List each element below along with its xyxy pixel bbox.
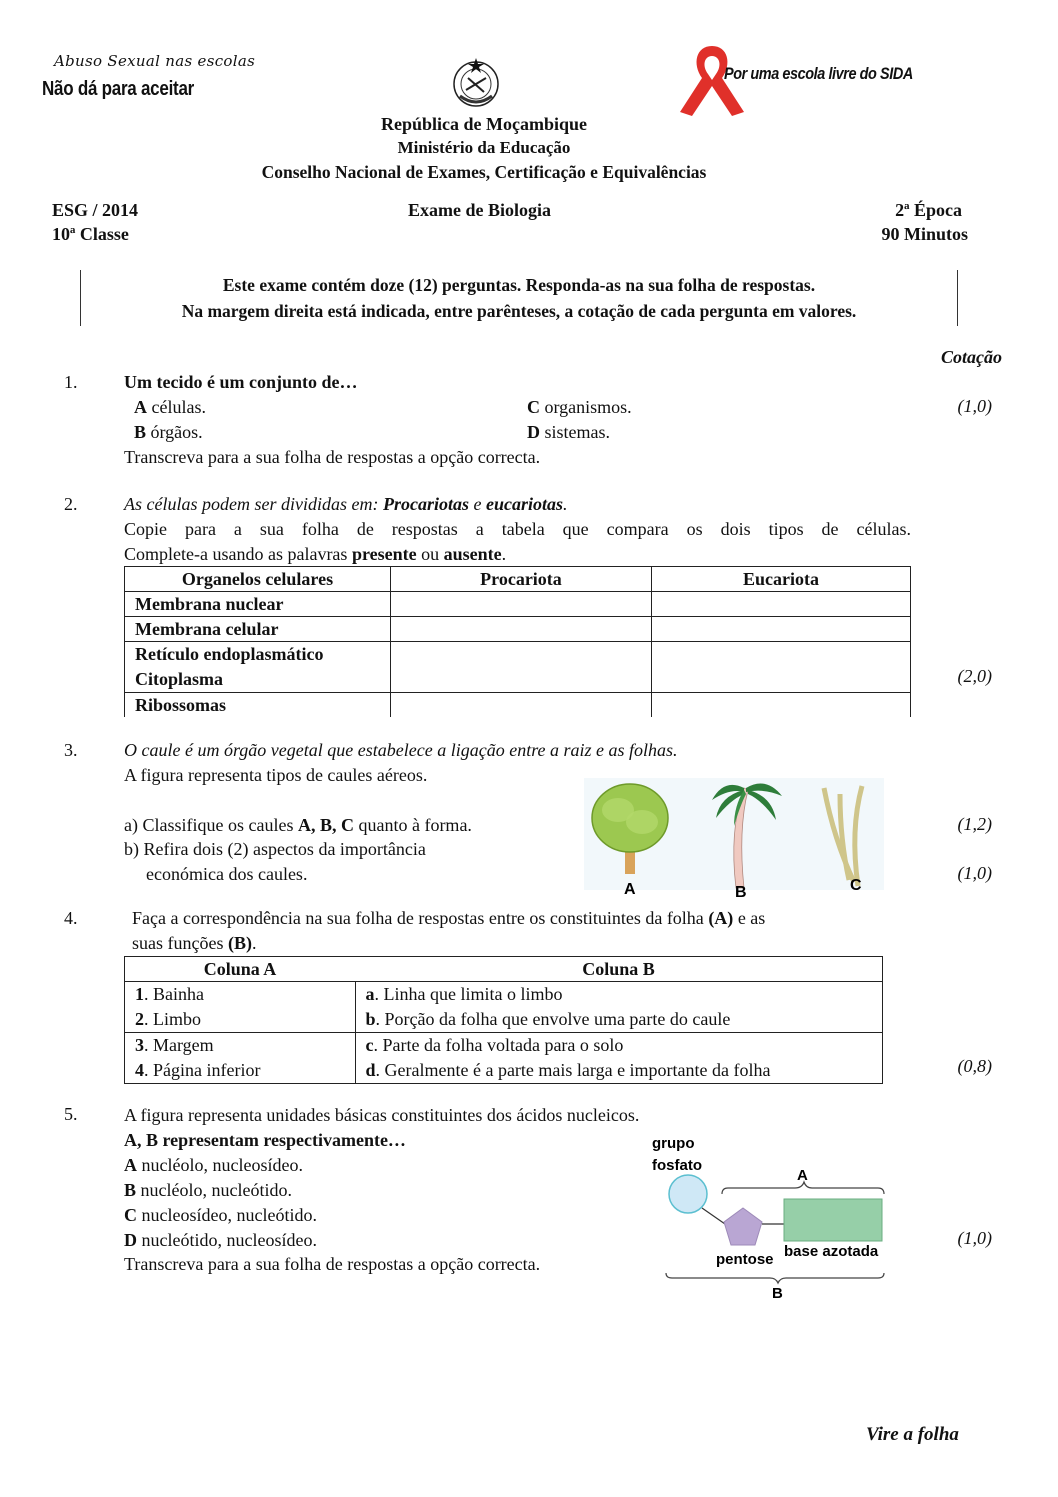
q3-intro: O caule é um órgão vegetal que estabelece a ligação entre a raiz e as folhas. — [124, 740, 678, 760]
exam-season: 2ª Época — [895, 200, 962, 220]
figure-label-a: A — [624, 881, 636, 898]
table-row: 1. Bainha 2. Limbo a. Linha que limita o limbo b. Porção da folha que envolve uma parte do caule — [125, 982, 883, 1033]
pentose-label: pentose — [716, 1251, 774, 1268]
council-title: Conselho Nacional de Exames, Certificação e Equivalências — [261, 162, 707, 182]
slogan-small: Abuso Sexual nas escolas — [54, 52, 256, 70]
q1-score: (1,0) — [957, 396, 992, 416]
table-row: Membrana celular — [125, 617, 911, 642]
slogan-big: Não dá para aceitar — [42, 78, 195, 100]
q5-score: (1,0) — [957, 1228, 992, 1248]
q2-number: 2. — [64, 494, 78, 514]
q1-option-b: B órgãos. — [134, 422, 203, 442]
stems-figure — [584, 770, 884, 898]
mozambique-emblem-icon — [448, 54, 504, 110]
exam-duration: 90 Minutos — [881, 224, 968, 244]
col-header-organelles: Organelos celulares — [125, 567, 391, 592]
q5-option-a: A nucléolo, nucleosídeo. — [124, 1155, 303, 1175]
q3a-score: (1,2) — [957, 814, 992, 834]
brace-b-label: B — [772, 1285, 783, 1300]
campaign-slogan: Por uma escola livre do SIDA — [724, 64, 913, 83]
republic-title: República de Moçambique — [380, 114, 587, 134]
brace-a-label: A — [797, 1167, 808, 1184]
table-row: Membrana nuclear — [125, 592, 911, 617]
exam-title: Exame de Biologia — [408, 200, 551, 220]
q2-score: (2,0) — [957, 666, 992, 686]
q5-option-c: C nucleosídeo, nucleótido. — [124, 1205, 317, 1225]
q3-part-b-line1: b) Refira dois (2) aspectos da importância — [124, 839, 426, 859]
figure-label-b: B — [735, 884, 747, 898]
figure-label-c: C — [850, 877, 862, 894]
q1-option-d: D sistemas. — [527, 422, 610, 442]
q5-number: 5. — [64, 1104, 78, 1124]
q5-stem: A, B representam respectivamente… — [124, 1130, 406, 1150]
q3-part-b-line2: económica dos caules. — [146, 864, 308, 884]
pentose-pentagon-icon — [724, 1208, 762, 1245]
base-label: base azotada — [784, 1243, 879, 1260]
q4-intro-line1: Faça a correspondência na sua folha de respostas entre os constituintes da folha (A) e as — [132, 908, 766, 928]
brace-b-icon — [666, 1273, 884, 1283]
table-row: Ribossomas — [125, 693, 911, 718]
q5-intro: A figura representa unidades básicas constituintes dos ácidos nucleicos. — [124, 1105, 640, 1125]
q1-option-c: C organismos. — [527, 397, 632, 417]
phosphate-label-1: grupo — [652, 1135, 695, 1152]
q4-intro-line2: suas funções (B). — [132, 933, 257, 953]
q5-option-d: D nucleótido, nucleosídeo. — [124, 1230, 317, 1250]
q5-option-b: B nucléolo, nucleótido. — [124, 1180, 292, 1200]
q2-intro: As células podem ser divididas em: Procariotas e eucariotas. — [124, 494, 568, 514]
q3-figure-caption: A figura representa tipos de caules aéreos. — [124, 765, 428, 785]
q1-number: 1. — [64, 372, 78, 392]
matching-table — [124, 956, 883, 1084]
q1-option-a: A células. — [134, 397, 206, 417]
col-header-coluna-a: Coluna A — [125, 957, 356, 982]
q1-stem: Um tecido é um conjunto de… — [124, 372, 358, 392]
q4-number: 4. — [64, 908, 78, 928]
phosphate-circle-icon — [669, 1175, 707, 1213]
base-rectangle-icon — [784, 1199, 882, 1241]
ministry-title: Ministério da Educação — [397, 138, 571, 157]
col-header-eukaryote: Eucariota — [652, 567, 911, 592]
organelles-table — [124, 566, 911, 717]
q1-instruction: Transcreva para a sua folha de respostas a opção correcta. — [124, 447, 541, 467]
q3-number: 3. — [64, 740, 78, 760]
phosphate-label-2: fosfato — [652, 1157, 702, 1174]
q4-score: (0,8) — [957, 1056, 992, 1076]
col-header-coluna-b: Coluna B — [355, 957, 883, 982]
nucleotide-figure — [640, 1128, 900, 1300]
table-row: 3. Margem 4. Página inferior c. Parte da folha voltada para o solo d. Geralmente é a parte mais larga e importante da folha — [125, 1033, 883, 1084]
q2-instruction: Copie para a sua folha de respostas a tabela que compara os dois tipos de células. — [124, 519, 911, 539]
notice-line-2: Na margem direita está indicada, entre parênteses, a cotação de cada pergunta em valores. — [181, 301, 857, 321]
exam-grade: 10ª Classe — [52, 224, 129, 244]
col-header-prokaryote: Procariota — [391, 567, 652, 592]
score-header: Cotação — [941, 347, 1002, 367]
q2-complete: Complete-a usando as palavras presente ou ausente. — [124, 544, 507, 564]
q5-instruction: Transcreva para a sua folha de respostas a opção correcta. — [124, 1254, 541, 1274]
exam-code: ESG / 2014 — [52, 200, 139, 220]
q3b-score: (1,0) — [957, 863, 992, 883]
turn-page-note: Vire a folha — [866, 1424, 959, 1445]
notice-line-1: Este exame contém doze (12) perguntas. Responda-as na sua folha de respostas. — [222, 275, 816, 295]
table-row: Retículo endoplasmático Citoplasma — [125, 642, 911, 693]
instructions-notice — [80, 270, 958, 326]
brace-a-icon — [722, 1182, 884, 1194]
q3-part-a: a) Classifique os caules A, B, C quanto à forma. — [124, 815, 472, 835]
